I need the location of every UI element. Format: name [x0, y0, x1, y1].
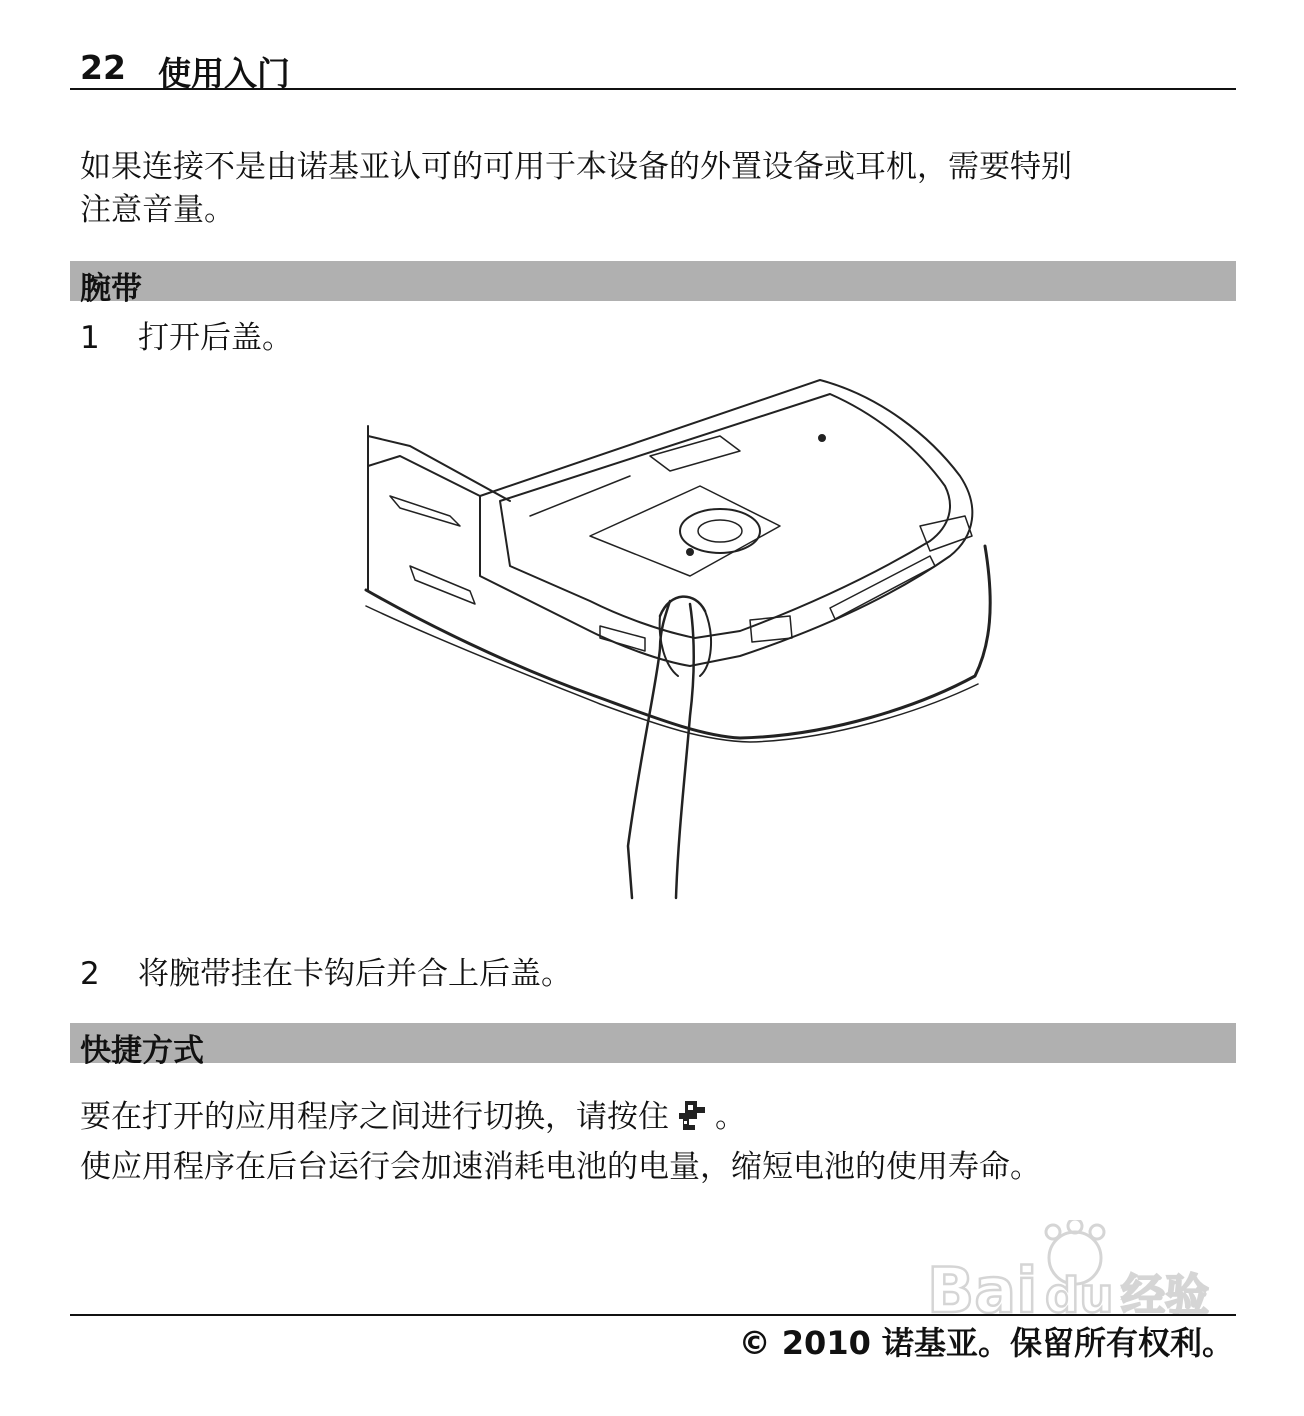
svg-text:du: du [1045, 1268, 1114, 1324]
intro-line-1: 如果连接不是由诺基亚认可的可用于本设备的外置设备或耳机，需要特别 [80, 149, 1072, 185]
svg-text:经验: 经验 [1121, 1270, 1209, 1321]
shortcut-line-1 [80, 1096, 746, 1139]
copyright: © 2010 诺基亚。保留所有权利。 [738, 1324, 1234, 1362]
shortcut-line-1-text: 要在打开的应用程序之间进行切换，请按住 [80, 1099, 669, 1135]
section-heading-shortcuts [70, 1023, 1236, 1069]
svg-text:Bai: Bai [927, 1254, 1038, 1327]
step-number: 1 [80, 320, 100, 356]
step-2 [80, 948, 572, 993]
section-title-strap: 腕带 [80, 271, 142, 307]
page-title: 使用入门 [158, 54, 290, 93]
strap-illustration [360, 376, 1000, 902]
menu-key-icon [675, 1097, 709, 1133]
page-header [70, 42, 1236, 93]
section-title-shortcuts: 快捷方式 [80, 1033, 204, 1069]
section-heading-strap [70, 261, 1236, 307]
step-number: 2 [80, 956, 100, 992]
intro-line-2: 注意音量。 [80, 192, 235, 228]
page-number: 22 [80, 48, 126, 87]
shortcut-line-1-end: 。 [715, 1099, 746, 1135]
step-1 [80, 312, 293, 357]
footer-divider [70, 1314, 1236, 1316]
step-text: 打开后盖。 [138, 320, 293, 356]
step-text: 将腕带挂在卡钩后并合上后盖。 [138, 956, 572, 992]
shortcut-line-2: 使应用程序在后台运行会加速消耗电池的电量，缩短电池的使用寿命。 [80, 1149, 1041, 1185]
